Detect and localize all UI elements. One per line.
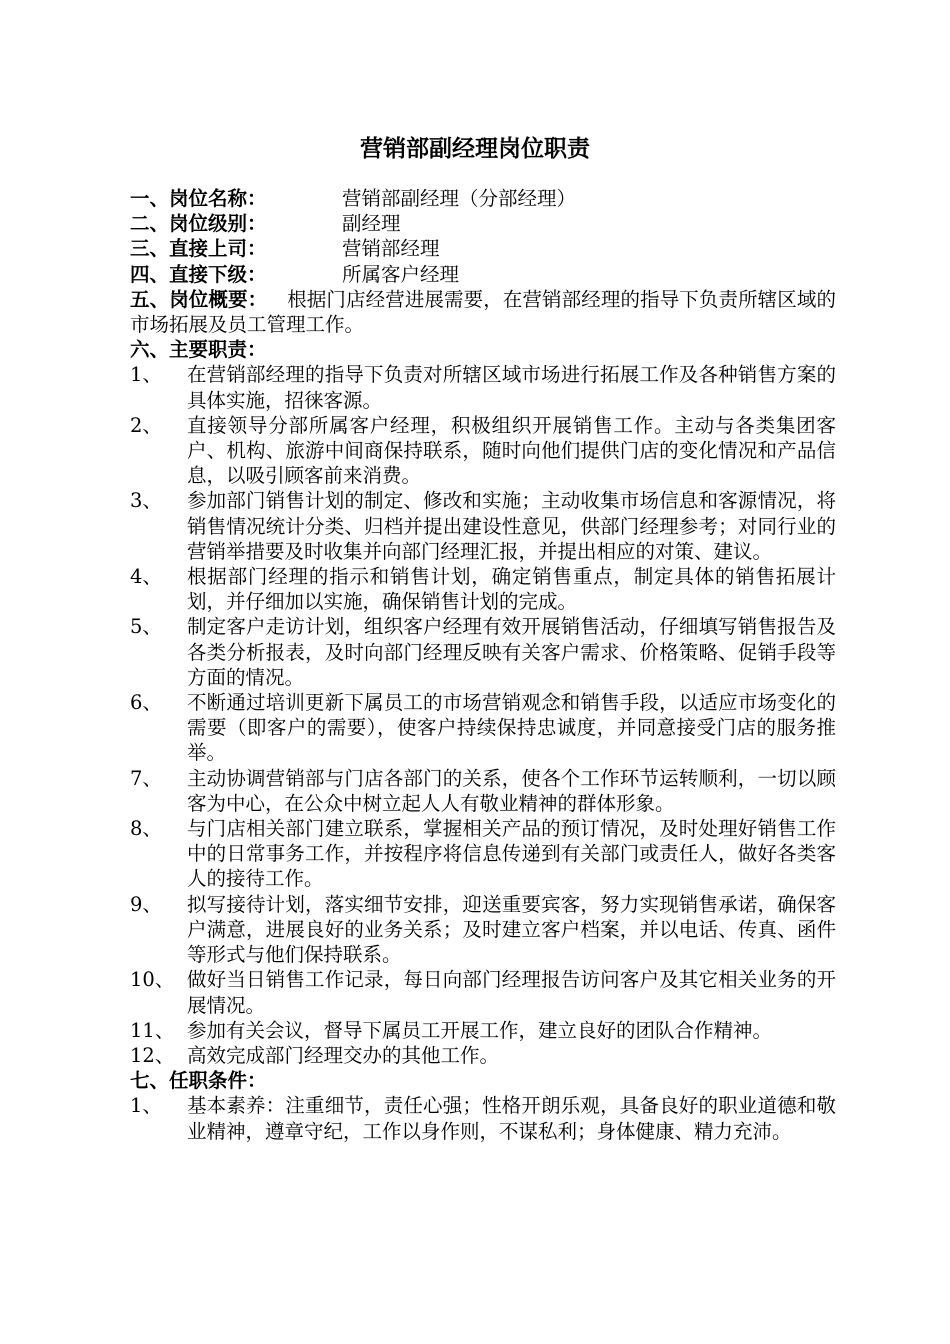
duty-item (130, 766, 836, 816)
requirement-item (130, 1093, 836, 1143)
duty-number: 3、 (130, 489, 162, 513)
duty-number: 12、 (130, 1043, 175, 1067)
duty-number: 8、 (130, 817, 162, 841)
duty-item (130, 1043, 836, 1068)
duty-item (130, 690, 836, 766)
field-label: 一、岗位名称： (130, 187, 267, 210)
duty-number: 6、 (130, 691, 162, 715)
field-position-level (130, 211, 836, 236)
duty-text: 制定客户走访计划，组织客户经理有效开展销售活动，仔细填写销售报告及各类分析报表，及时向部门经理反映有关客户需求、价格策略、促销手段等方面的情况。 (187, 615, 836, 689)
field-label: 四、直接下级： (130, 262, 267, 286)
duty-text: 参加部门销售计划的制定、修改和实施；主动收集市场信息和客源情况，将销售情况统计分类、归档并提出建设性意见，供部门经理参考；对同行业的营销举措要及时收集并向部门经理汇报，并提出相应的对策、建议。 (187, 489, 836, 563)
document-title: 营销部副经理岗位职责 (360, 136, 590, 162)
duty-text: 直接领导分部所属客户经理，积极组织开展销售工作。主动与各类集团客户、机构、旅游中间商保持联系，随时向他们提供门店的变化情况和产品信息，以吸引顾客前来消费。 (187, 413, 836, 488)
requirement-number: 1、 (130, 1094, 162, 1118)
duty-item (130, 614, 836, 690)
duty-text: 主动协调营销部与门店各部门的关系，使各个工作环节运转顺利，一切以顾客为中心，在公众中树立起人人有敬业精神的群体形象。 (187, 766, 836, 815)
duty-item (130, 488, 836, 564)
document-body (130, 186, 836, 1144)
field-label: 二、岗位级别： (130, 212, 267, 236)
duty-text: 在营销部经理的指导下负责对所辖区域市场进行拓展工作及各种销售方案的具体实施，招徕客源。 (187, 363, 836, 412)
duty-number: 11、 (130, 1018, 175, 1042)
duty-text: 根据部门经理的指示和销售计划，确定销售重点，制定具体的销售拓展计划，并仔细加以实施，确保销售计划的完成。 (187, 565, 836, 614)
duty-item (130, 362, 836, 412)
field-value: 营销部副经理（分部经理） (342, 187, 577, 210)
duty-text: 参加有关会议，督导下属员工开展工作，建立良好的团队合作精神。 (187, 1018, 773, 1042)
overview-label: 五、岗位概要： (130, 287, 268, 311)
duty-text: 拟写接待计划，落实细节安排，迎送重要宾客，努力实现销售承诺，确保客户满意，进展良好的业务关系；及时建立客户档案，并以电话、传真、函件等形式与他们保持联系。 (187, 892, 836, 967)
position-overview (130, 287, 836, 337)
duty-number: 9、 (130, 892, 162, 916)
requirements-heading: 七、任职条件： (130, 1069, 267, 1093)
duty-number: 5、 (130, 615, 162, 639)
duty-number: 1、 (130, 363, 162, 387)
duty-item (130, 413, 836, 489)
field-direct-subordinate (130, 262, 836, 287)
field-position-name (130, 186, 836, 211)
duty-item (130, 1018, 836, 1043)
field-value: 所属客户经理 (342, 262, 460, 286)
duty-number: 4、 (130, 565, 162, 589)
requirement-text: 基本素养：注重细节，责任心强；性格开朗乐观，具备良好的职业道德和敬业精神，遵章守纪，工作以身作则，不谋私利；身体健康、精力充沛。 (187, 1094, 836, 1143)
field-direct-superior (130, 236, 836, 261)
duty-item (130, 816, 836, 892)
duty-item (130, 892, 836, 968)
duty-item (130, 967, 836, 1017)
field-value: 副经理 (342, 212, 401, 236)
duty-number: 2、 (130, 413, 162, 437)
duty-item (130, 564, 836, 614)
duty-number: 7、 (130, 766, 162, 790)
field-label: 三、直接上司： (130, 237, 267, 261)
overview-text: 根据门店经营进展需要，在营销部经理的指导下负责所辖区域的市场拓展及员工管理工作。 (130, 287, 836, 337)
duty-text: 不断通过培训更新下属员工的市场营销观念和销售手段，以适应市场变化的需要（即客户的需要），使客户持续保持忠诚度，并同意接受门店的服务推举。 (187, 691, 836, 765)
duty-number: 10、 (130, 968, 175, 992)
field-value: 营销部经理 (342, 237, 440, 261)
duties-heading: 六、主要职责： (130, 338, 267, 362)
duty-text: 做好当日销售工作记录，每日向部门经理报告访问客户及其它相关业务的开展情况。 (187, 968, 836, 1017)
duty-text: 与门店相关部门建立联系，掌握相关产品的预订情况，及时处理好销售工作中的日常事务工作，并按程序将信息传递到有关部门或责任人，做好各类客人的接待工作。 (187, 817, 836, 891)
duty-text: 高效完成部门经理交办的其他工作。 (187, 1043, 500, 1067)
